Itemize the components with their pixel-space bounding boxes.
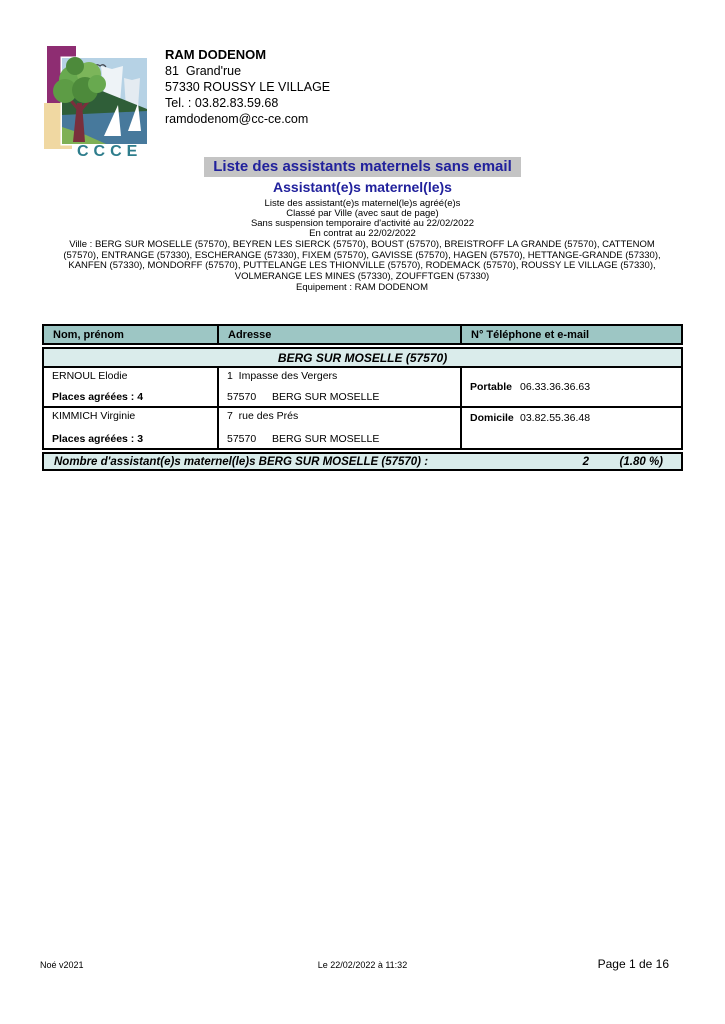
logo-wordmark: CCCE xyxy=(77,143,143,157)
places-agreees: Places agréées : 3 xyxy=(52,433,144,445)
phone-cell xyxy=(462,408,681,448)
column-header-nom: Nom, prénom xyxy=(44,326,219,343)
name-cell xyxy=(44,368,219,406)
equipement-line: Equipement : RAM DODENOM xyxy=(296,282,428,293)
postal-city xyxy=(227,433,460,445)
phone-cell xyxy=(462,368,681,406)
summary-percent: (1.80 %) xyxy=(619,456,663,468)
assistant-name: ERNOUL Elodie xyxy=(52,370,128,382)
column-header-telephone: N° Téléphone et e-mail xyxy=(471,329,590,341)
city: BERG SUR MOSELLE xyxy=(272,391,380,403)
letterhead-contact xyxy=(165,47,330,127)
filters-block xyxy=(51,240,673,294)
street: 7 rue des Prés xyxy=(227,410,299,422)
phone-number: 06.33.36.36.63 xyxy=(520,380,591,393)
org-address-line1: 81 Grand'rue xyxy=(165,64,242,78)
phone-number: 03.82.55.36.48 xyxy=(520,412,591,424)
city: BERG SUR MOSELLE xyxy=(272,433,380,445)
city-section-header: BERG SUR MOSELLE (57570) xyxy=(44,349,681,368)
villes-list: Ville : BERG SUR MOSELLE (57570), BEYREN LES SIERCK (57570), BOUST (57570), BREISTROFF LA GRANDE (57570), CATTENOM (57570), ENTRANGE (57330), ESCHERANGE (57330), FIXEM (57570), GAVISSE (57570), HAGEN (57570), HETTANGE-GRANDE (57330), KANFEN (57330), MONDORFF (57570), PUTTELANGE LES THIONVILLE (57570), RODEMACK (57570), ROUSSY LE VILLAGE (57330), VOLMERANGE LES MINES (57330), ZOUFFTGEN (57330) xyxy=(63,239,661,282)
ccce-logo-graphic xyxy=(44,45,150,157)
criteria-line: En contrat au 22/02/2022 xyxy=(309,228,416,239)
name-cell xyxy=(44,408,219,448)
postal-city xyxy=(227,391,460,403)
ccce-logo xyxy=(44,45,150,157)
summary-label: Nombre d'assistant(e)s maternel(le)s BERG SUR MOSELLE (57570) : xyxy=(54,456,429,468)
summary-count: 2 xyxy=(582,456,589,468)
page-number: Page 1 de 16 xyxy=(597,957,669,971)
phone-line xyxy=(470,412,681,424)
places-agreees: Places agréées : 4 xyxy=(52,391,144,403)
table-row xyxy=(44,408,681,448)
address-cell xyxy=(219,368,462,406)
app-version: Noé v2021 xyxy=(40,960,84,970)
assistant-name: KIMMICH Virginie xyxy=(52,410,136,422)
city-summary-row xyxy=(42,452,683,471)
report-criteria xyxy=(0,199,725,239)
phone-type-label: Portable xyxy=(470,380,513,393)
column-header-adresse: Adresse xyxy=(219,326,462,343)
org-phone: Tel. : 03.82.83.59.68 xyxy=(165,96,279,110)
table-header-row xyxy=(42,324,683,345)
table-body xyxy=(42,347,683,450)
address-cell xyxy=(219,408,462,448)
street: 1 Impasse des Vergers xyxy=(227,370,338,382)
org-name: RAM DODENOM xyxy=(165,47,267,62)
criteria-line: Sans suspension temporaire d'activité au 22/02/2022 xyxy=(250,218,475,229)
page-title: Liste des assistants maternels sans email xyxy=(204,157,520,177)
phone-type-label: Domicile xyxy=(470,412,514,424)
print-datetime: Le 22/02/2022 à 11:32 xyxy=(317,960,408,970)
postal-code: 57570 xyxy=(227,391,257,403)
page-subtitle: Assistant(e)s maternel(le)s xyxy=(273,179,452,195)
table-row xyxy=(44,368,681,408)
postal-code: 57570 xyxy=(227,433,257,445)
org-email: ramdodenom@cc-ce.com xyxy=(165,112,309,126)
title-block xyxy=(0,157,725,239)
phone-line xyxy=(470,381,681,393)
assistants-table xyxy=(42,324,683,471)
criteria-line: Classé par Ville (avec saut de page) xyxy=(286,208,439,219)
criteria-line: Liste des assistant(e)s maternel(le)s agréé(e)s xyxy=(264,198,461,209)
org-address-line2: 57330 ROUSSY LE VILLAGE xyxy=(165,80,331,94)
